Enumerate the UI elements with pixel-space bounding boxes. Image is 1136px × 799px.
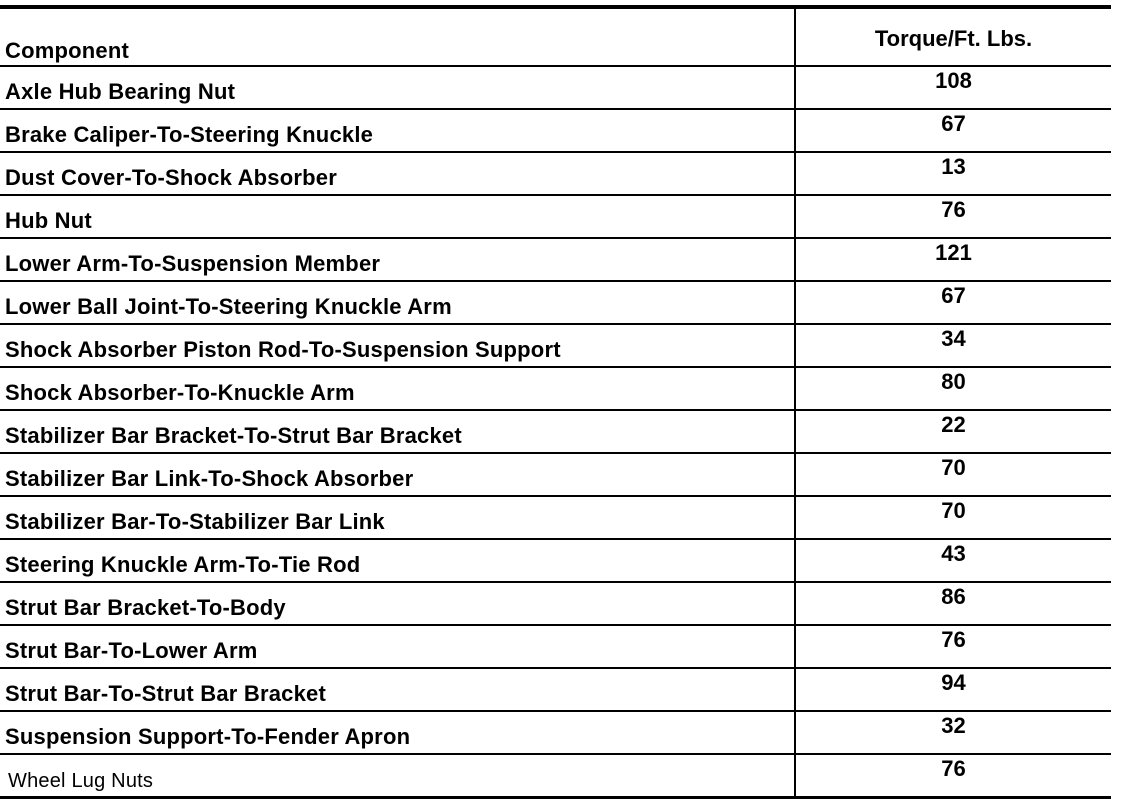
torque-cell: 67: [795, 109, 1111, 152]
torque-cell: 76: [795, 625, 1111, 668]
component-cell: Axle Hub Bearing Nut: [0, 66, 795, 109]
table-row: [0, 668, 1111, 711]
torque-cell: 76: [795, 195, 1111, 238]
component-cell: Stabilizer Bar-To-Stabilizer Bar Link: [0, 496, 795, 539]
table-row: [0, 324, 1111, 367]
torque-cell: 121: [795, 238, 1111, 281]
component-cell: Strut Bar Bracket-To-Body: [0, 582, 795, 625]
table-row: [0, 754, 1111, 798]
component-cell: Strut Bar-To-Lower Arm: [0, 625, 795, 668]
table-row: [0, 625, 1111, 668]
torque-cell: 34: [795, 324, 1111, 367]
torque-cell: 80: [795, 367, 1111, 410]
component-cell: Shock Absorber-To-Knuckle Arm: [0, 367, 795, 410]
torque-cell: 32: [795, 711, 1111, 754]
component-cell: Strut Bar-To-Strut Bar Bracket: [0, 668, 795, 711]
torque-cell: 43: [795, 539, 1111, 582]
torque-cell: 94: [795, 668, 1111, 711]
component-cell: Lower Arm-To-Suspension Member: [0, 238, 795, 281]
component-cell: Lower Ball Joint-To-Steering Knuckle Arm: [0, 281, 795, 324]
table-row: [0, 410, 1111, 453]
table-row: [0, 195, 1111, 238]
table-row: [0, 152, 1111, 195]
torque-cell: 70: [795, 453, 1111, 496]
table-row: [0, 367, 1111, 410]
table-row: [0, 711, 1111, 754]
torque-cell: 86: [795, 582, 1111, 625]
torque-cell: 70: [795, 496, 1111, 539]
table-row: [0, 66, 1111, 109]
table-row: [0, 453, 1111, 496]
component-cell: Wheel Lug Nuts: [0, 754, 795, 798]
table-row: [0, 109, 1111, 152]
torque-cell: 22: [795, 410, 1111, 453]
table-row: [0, 238, 1111, 281]
torque-specifications-table: [0, 5, 1111, 799]
header-row: [0, 7, 1111, 66]
component-cell: Brake Caliper-To-Steering Knuckle: [0, 109, 795, 152]
component-cell: Steering Knuckle Arm-To-Tie Rod: [0, 539, 795, 582]
torque-cell: 108: [795, 66, 1111, 109]
component-cell: Suspension Support-To-Fender Apron: [0, 711, 795, 754]
component-cell: Dust Cover-To-Shock Absorber: [0, 152, 795, 195]
torque-column-header: Torque/Ft. Lbs.: [795, 7, 1111, 66]
torque-cell: 13: [795, 152, 1111, 195]
torque-cell: 67: [795, 281, 1111, 324]
component-cell: Shock Absorber Piston Rod-To-Suspension Support: [0, 324, 795, 367]
component-cell: Stabilizer Bar Link-To-Shock Absorber: [0, 453, 795, 496]
table-row: [0, 582, 1111, 625]
table-row: [0, 539, 1111, 582]
component-column-header: Component: [5, 38, 130, 63]
component-cell: Stabilizer Bar Bracket-To-Strut Bar Bracket: [0, 410, 795, 453]
table-row: [0, 496, 1111, 539]
torque-cell: 76: [795, 754, 1111, 798]
component-cell: Hub Nut: [0, 195, 795, 238]
table-row: [0, 281, 1111, 324]
